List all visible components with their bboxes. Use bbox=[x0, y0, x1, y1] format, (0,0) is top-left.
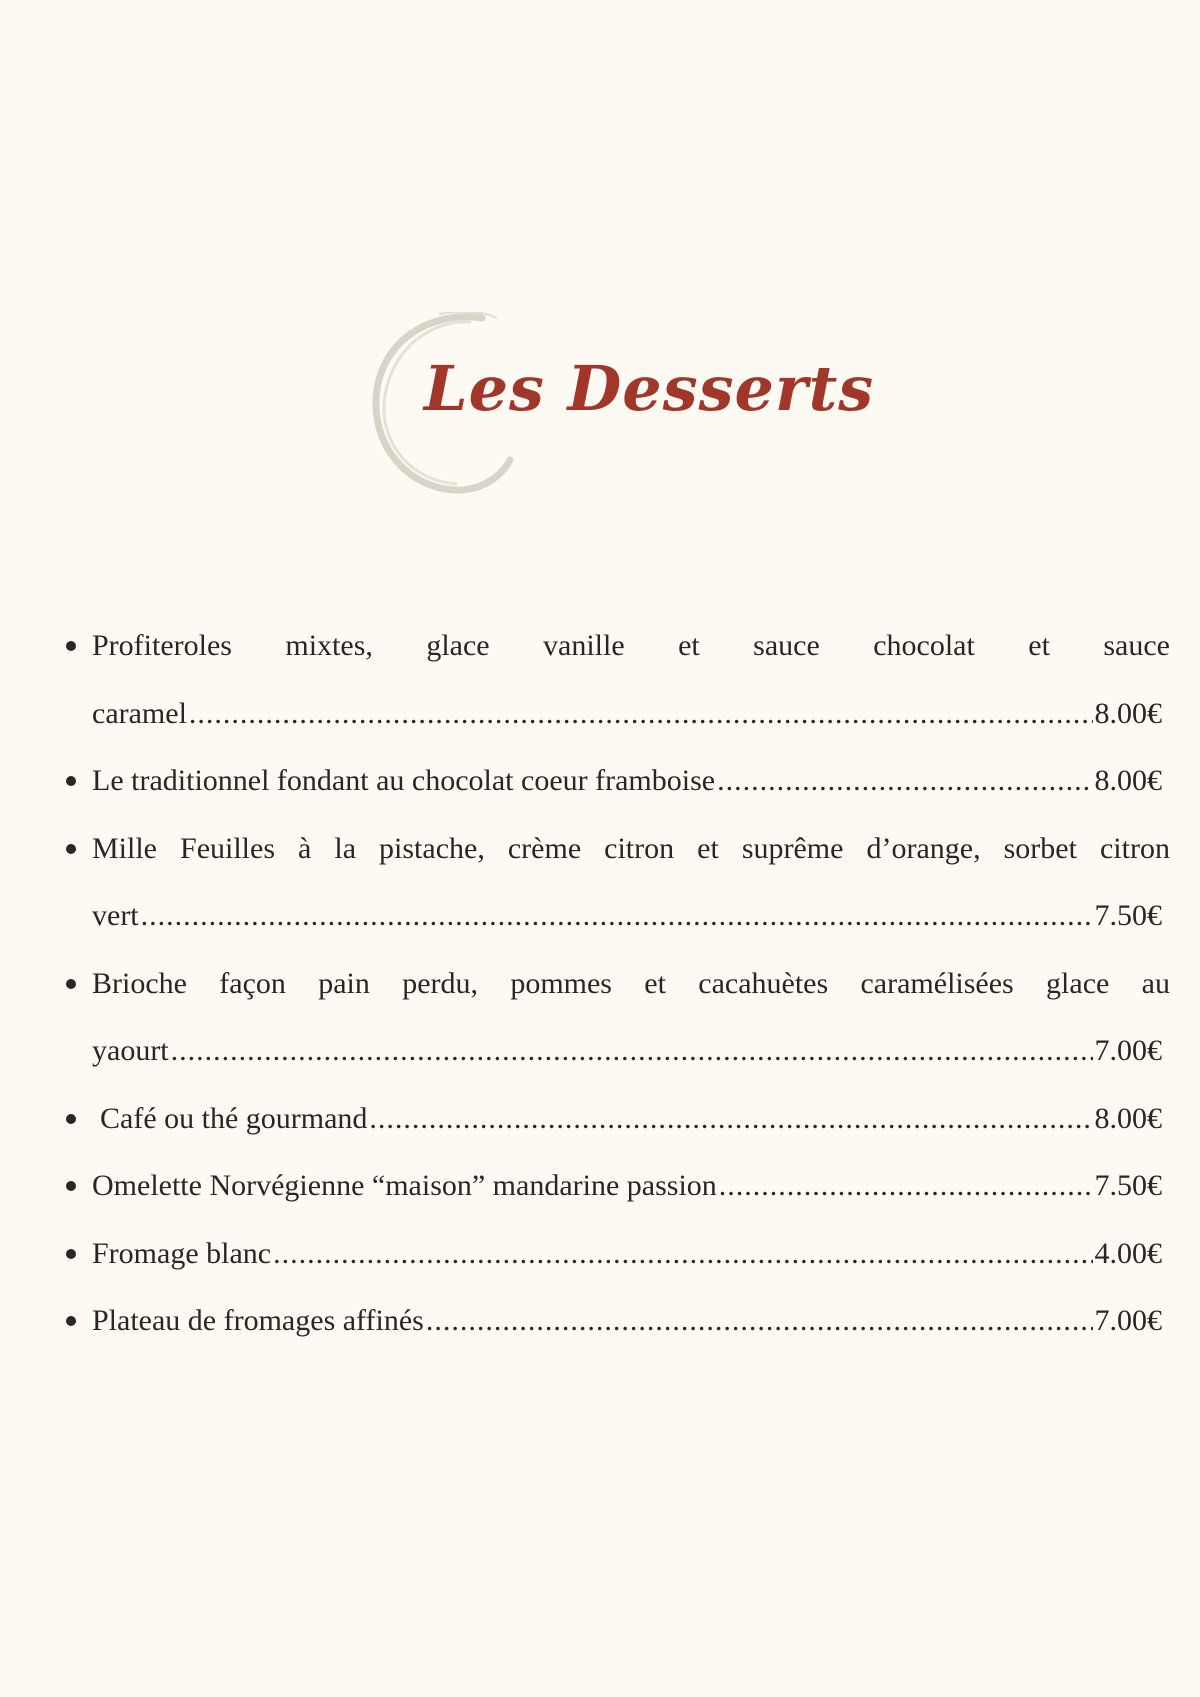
dot-leader bbox=[369, 1085, 1092, 1153]
bullet-icon bbox=[66, 979, 76, 989]
item-price: 7.00€ bbox=[1094, 1034, 1162, 1067]
item-name-line-1: Brioche façon pain perdu, pommes et cacahuètes caramélisées glace au bbox=[92, 966, 1170, 1000]
bullet-icon bbox=[66, 1249, 76, 1259]
item-name-line-1: Mille Feuilles à la pistache, crème citron et suprême d’orange, sorbet citron bbox=[92, 831, 1170, 865]
item-price: 8.00€ bbox=[1094, 764, 1162, 797]
item-name-line-1: Profiteroles mixtes, glace vanille et sauce chocolat et sauce bbox=[92, 629, 1170, 662]
item-name-line-2 bbox=[92, 882, 1170, 950]
item-name: Plateau de fromages affinés bbox=[92, 1304, 424, 1337]
bullet-icon bbox=[66, 641, 76, 651]
item-name: Café ou thé gourmand bbox=[100, 1101, 368, 1135]
item-price: 7.50€ bbox=[1094, 899, 1162, 932]
menu-item-brioche bbox=[62, 950, 1170, 1085]
item-name: caramel bbox=[92, 696, 187, 730]
dot-leader bbox=[719, 1152, 1093, 1220]
menu-item-fromage-blanc bbox=[62, 1220, 1170, 1288]
menu-item-plateau-fromages bbox=[62, 1287, 1170, 1355]
bullet-icon bbox=[66, 1181, 76, 1191]
item-name: vert bbox=[92, 899, 139, 932]
item-price: 4.00€ bbox=[1094, 1236, 1162, 1270]
item-name-line-2 bbox=[92, 680, 1170, 748]
item-price: 7.00€ bbox=[1094, 1304, 1162, 1337]
title-block bbox=[370, 312, 875, 502]
item-price: 8.00€ bbox=[1094, 696, 1162, 730]
item-name: Omelette Norvégienne “maison” mandarine passion bbox=[92, 1169, 717, 1202]
bullet-icon bbox=[66, 776, 76, 786]
menu-item-cafe-gourmand bbox=[62, 1085, 1170, 1153]
menu-item-mille-feuilles bbox=[62, 815, 1170, 950]
dot-leader bbox=[171, 1017, 1093, 1085]
menu-item-profiteroles bbox=[62, 612, 1170, 747]
item-name: Fromage blanc bbox=[92, 1236, 272, 1270]
dot-leader bbox=[273, 1220, 1092, 1288]
item-price: 7.50€ bbox=[1094, 1169, 1162, 1202]
page-title: Les Desserts bbox=[424, 352, 875, 425]
dot-leader bbox=[426, 1287, 1093, 1355]
item-name: Le traditionnel fondant au chocolat coeur framboise bbox=[92, 764, 716, 797]
bullet-icon bbox=[66, 1316, 76, 1326]
dot-leader bbox=[717, 747, 1092, 815]
dot-leader bbox=[141, 882, 1093, 950]
bullet-icon bbox=[66, 844, 76, 854]
item-price: 8.00€ bbox=[1094, 1101, 1162, 1135]
bullet-icon bbox=[66, 1114, 76, 1124]
menu-item-fondant bbox=[62, 747, 1170, 815]
menu-item-omelette-norvegienne bbox=[62, 1152, 1170, 1220]
item-name: yaourt bbox=[92, 1034, 169, 1067]
item-name-line-2 bbox=[92, 1017, 1170, 1085]
dot-leader bbox=[189, 680, 1093, 748]
dessert-menu-list bbox=[62, 612, 1170, 1355]
